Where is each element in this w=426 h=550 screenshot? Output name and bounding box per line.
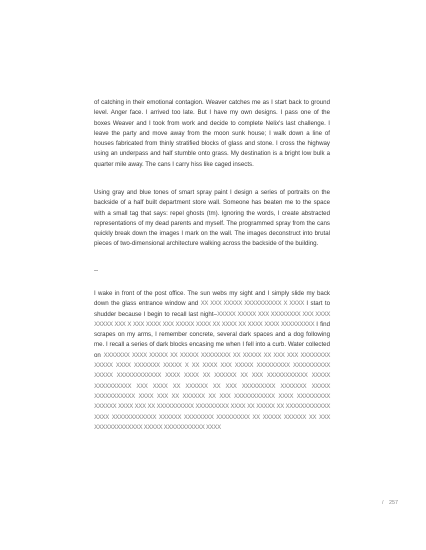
text-segment: I start to shudder because I begin to recall last night– [94, 300, 330, 318]
section-separator: -- [94, 267, 99, 274]
page-number: 257 [389, 500, 398, 506]
redacted-paragraph-text [94, 289, 330, 433]
text-segment: I wake in front of the post office. The sun webs my sight and I simply slide my back down the glass entrance window and [94, 290, 330, 308]
paragraph-text: of catching in their emotional contagion. Weaver catches me as I start back to ground level. Anger face. I arrived too late. But I have my own designs. I pass one of the boxes Weaver and I took from work and decide to complete Nelix's last challenge. I leave the party and move away from the moon sunk house; I walk down a line of houses fabricated from thinly stratified blocks of glass and stone. I cross the highway using an underpass and half stumble onto grass. My destination is a bright low bulk a quarter mile away. The cans I carry hiss like caged insects. [94, 99, 330, 168]
page-footer [382, 500, 398, 506]
text-segment: I find scrapes on my arms, I remember concrete, several dark spaces and a dog following me. I recall a series of dark blocks encasing me when I fell into a curb. Water collected on [94, 320, 330, 359]
paragraph-text: Using gray and blue tones of smart spray paint I design a series of portraits on the backside of a half built department store wall. Someone has beaten me to the space with a small tag that says: repel ghosts (tm). Ignoring the words, I create abstracted representations of my dead parents and myself. The programmed spray from the cans quickly break down the images I mark on the wall. The images deconstruct into brutal pieces of two-dimensional architecture walking across the backside of the building. [94, 189, 330, 248]
redaction-marks: XXXXXXX XXXX XXXXX XX XXXXX XXXXXXXX XX XXXXX XX XXX XXX XXXXXXXX XXXXX XXXX XXXXXXX XXXXX X XX XXXX XXX XXXXX XXXXXXXXX XXXXXXXXXX XXXXX XXXXXXXXXXXX XXXX XXXX XX XXXXXX XX XXX XXXXXXXXXXX XXXXX XXXXXXXXXX XXX XXXX XX XXXXXX XX XXX XXXXXXXXX XXXXXXX XXXXX XXXXXXXXXXX XXXX XXX XX XXXXXX XX XXX XXXXXXXXXXX XXXX XXXXXXXXX XXXXXX XXXX XXX XX XXXXXXXXXX XXXXXXXXX XXXX XX XXXXX XX XXXXXXXXXXXX XXXX XXXXXXXXXXXX XXXXXX XXXXXXXX XXXXXXXXX XX XXXXX XXXXXX XX XXX XXXXXXXXXXXXX XXXXX XXXXXXXXXXX XXXX [94, 351, 330, 431]
redaction-marks: XXXXX XXXXX XXX XXXXXXXX XXX XXXX XXXXX XXX X XXX XXXX XXX XXXXX XXXX XX XXXX XX XXXX XXXX XXXXXXXXX [94, 310, 330, 328]
footer-slash: / [382, 500, 384, 506]
redacted-paragraph [94, 289, 330, 433]
paragraph-2 [94, 188, 330, 250]
redaction-marks: XX XXX XXXXX XXXXXXXXXX X XXXX [200, 300, 305, 308]
paragraph-1 [94, 98, 330, 170]
